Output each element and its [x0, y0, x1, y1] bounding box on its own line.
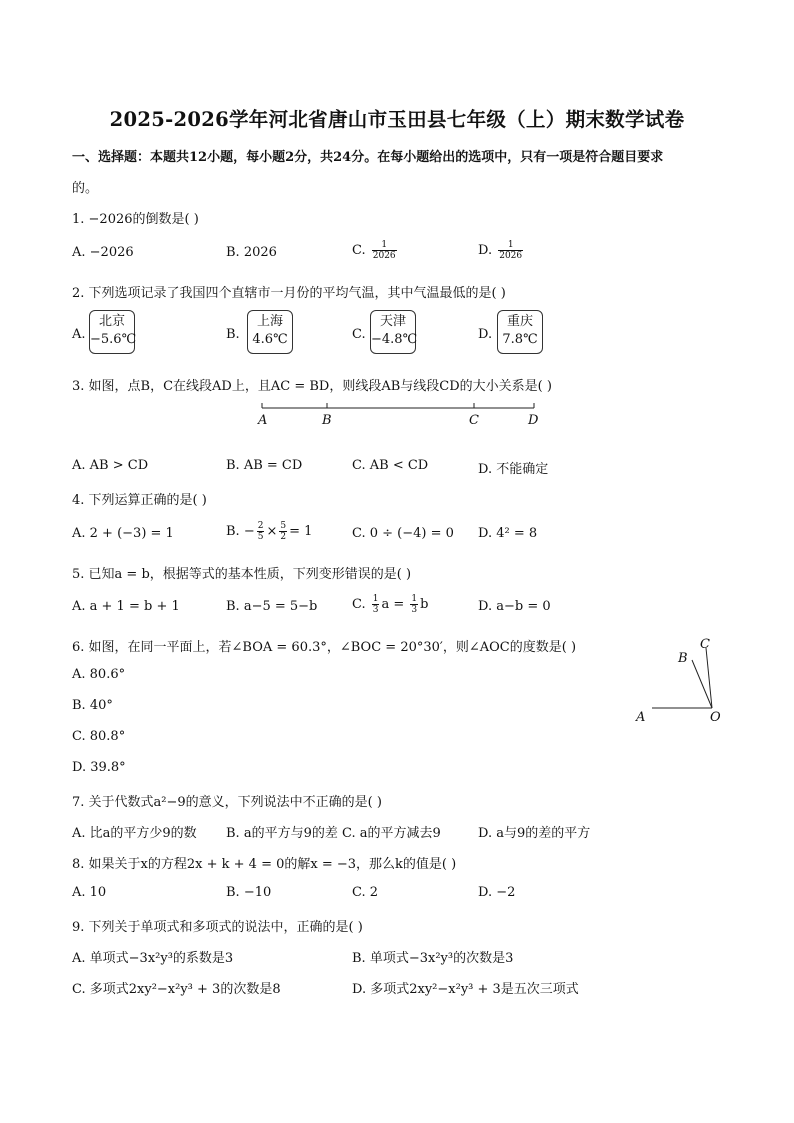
q5-c-num-2: 1: [411, 594, 418, 604]
q2-option-a-label: A.: [72, 327, 86, 342]
q4-option-b: [226, 521, 312, 542]
q1-c-prefix: C.: [352, 243, 370, 258]
q5-c-end: b: [420, 597, 429, 612]
q6-option-a: A. 80.6°: [72, 667, 126, 682]
q4-b-prefix: B. −: [226, 524, 255, 539]
q2-option-d-label: D.: [478, 327, 493, 342]
q4-option-a: A. 2 + (−3) = 1: [72, 526, 174, 541]
point-label-b: B: [322, 413, 332, 428]
q5-c-prefix: C.: [352, 597, 370, 612]
q4-option-d: D. 4² = 8: [478, 526, 538, 541]
q9-option-d: D. 多项式2xy²−x²y³ + 3是五次三项式: [352, 982, 579, 997]
q2-option-c-label: C.: [352, 327, 366, 342]
q2-temp-b: 4.6℃: [252, 332, 288, 347]
q7-option-d: D. a与9的差的平方: [478, 826, 591, 841]
q5-c-fraction-1: [372, 594, 380, 615]
q2-card-tianjin: [370, 310, 416, 354]
angle-label-o: O: [710, 710, 721, 725]
point-label-d: D: [528, 413, 539, 428]
question-3-stem: 3. 如图，点B，C在线段AD上，且AC = BD，则线段AB与线段CD的大小关系是( ): [72, 379, 552, 394]
q4-b-num-2: 5: [280, 521, 287, 531]
question-5-stem: 5. 已知a = b，根据等式的基本性质，下列变形错误的是( ): [72, 567, 412, 582]
q1-option-c: [352, 240, 399, 261]
q5-c-num-1: 1: [372, 594, 379, 604]
q4-b-fraction-1: [257, 521, 265, 542]
q4-b-den-1: 5: [257, 532, 264, 542]
q6-option-c: C. 80.8°: [72, 729, 126, 744]
q8-option-b: B. −10: [226, 885, 272, 900]
question-1-stem: 1. −2026的倒数是( ): [72, 212, 199, 227]
q8-option-c: C. 2: [352, 885, 379, 900]
q1-c-fraction: [372, 240, 397, 261]
question-2-stem: 2. 下列选项记录了我国四个直辖市一月份的平均气温，其中气温最低的是( ): [72, 286, 506, 301]
q9-option-c: C. 多项式2xy²−x²y³ + 3的次数是8: [72, 982, 281, 997]
q3-option-c: C. AB < CD: [352, 458, 429, 473]
q5-option-d: D. a−b = 0: [478, 599, 551, 614]
q5-option-b: B. a−5 = 5−b: [226, 599, 318, 614]
q2-option-b-label: B.: [226, 327, 240, 342]
ray-ob: [692, 660, 712, 708]
q5-c-middle: a =: [381, 597, 409, 612]
q1-option-d: [478, 240, 525, 261]
q8-option-a: A. 10: [72, 885, 107, 900]
q2-city-a: 北京: [98, 314, 125, 329]
q6-option-b: B. 40°: [72, 698, 113, 713]
question-4-stem: 4. 下列运算正确的是( ): [72, 493, 207, 508]
q2-temp-c: −4.8℃: [371, 332, 418, 347]
q1-c-denominator: 2026: [372, 251, 396, 261]
q2-card-beijing: [89, 310, 135, 354]
q4-b-fraction-2: [279, 521, 287, 542]
q2-city-b: 上海: [256, 314, 283, 329]
q7-option-a: A. 比a的平方少9的数: [72, 826, 197, 841]
question-9-stem: 9. 下列关于单项式和多项式的说法中，正确的是( ): [72, 920, 363, 935]
q1-option-b: B. 2026: [226, 245, 277, 260]
q9-option-a: A. 单项式−3x²y³的系数是3: [72, 951, 234, 966]
q1-d-fraction: [498, 240, 523, 261]
q7-option-c: C. a的平方减去9: [342, 826, 441, 841]
q3-option-a: A. AB > CD: [72, 458, 149, 473]
q2-temp-a: −5.6℃: [90, 332, 137, 347]
q3-option-b: B. AB = CD: [226, 458, 303, 473]
q2-card-chongqing: [497, 310, 543, 354]
q5-c-fraction-2: [410, 594, 418, 615]
q5-option-a: A. a + 1 = b + 1: [72, 599, 180, 614]
q4-option-c: C. 0 ÷ (−4) = 0: [352, 526, 454, 541]
angle-label-b: B: [678, 651, 688, 666]
point-label-a: A: [258, 413, 268, 428]
point-label-c: C: [469, 413, 479, 428]
q5-c-den-1: 3: [372, 605, 379, 615]
q4-b-times: ×: [266, 524, 278, 539]
q2-temp-d: 7.8℃: [502, 332, 538, 347]
q1-c-numerator: 1: [372, 240, 397, 251]
question-8-stem: 8. 如果关于x的方程2x + k + 4 = 0的解x = −3，那么k的值是( ): [72, 857, 457, 872]
section-instructions-cont: 的。: [72, 181, 99, 196]
q1-d-numerator: 1: [498, 240, 523, 251]
q4-b-num-1: 2: [257, 521, 264, 531]
q3-option-d: D. 不能确定: [478, 462, 549, 477]
q1-d-prefix: D.: [478, 243, 497, 258]
q5-option-c: [352, 594, 428, 615]
q1-d-denominator: 2026: [499, 251, 523, 261]
q4-b-den-2: 2: [280, 532, 287, 542]
q6-option-d: D. 39.8°: [72, 760, 126, 775]
q2-city-c: 天津: [379, 314, 406, 329]
q1-option-a: A. −2026: [72, 245, 134, 260]
q7-option-b: B. a的平方与9的差: [226, 826, 338, 841]
section-instructions: 一、选择题：本题共12小题，每小题2分，共24分。在每小题给出的选项中，只有一项是符合题目要求: [72, 150, 664, 165]
q5-c-den-2: 3: [411, 605, 418, 615]
angle-diagram: [630, 630, 730, 730]
ray-oc: [706, 648, 712, 708]
q2-city-d: 重庆: [506, 314, 533, 329]
page-title: 2025-2026学年河北省唐山市玉田县七年级（上）期末数学试卷: [109, 108, 685, 131]
segment-diagram: [250, 396, 550, 430]
question-6-stem: 6. 如图，在同一平面上，若∠BOA = 60.3°，∠BOC = 20°30′，则∠AOC的度数是( ): [72, 640, 577, 655]
q2-card-shanghai: [247, 310, 293, 354]
q8-option-d: D. −2: [478, 885, 516, 900]
q4-b-result: = 1: [289, 524, 313, 539]
q9-option-b: B. 单项式−3x²y³的次数是3: [352, 951, 514, 966]
angle-label-a: A: [636, 710, 646, 725]
angle-label-c: C: [700, 637, 710, 652]
question-7-stem: 7. 关于代数式a²−9的意义，下列说法中不正确的是( ): [72, 795, 382, 810]
